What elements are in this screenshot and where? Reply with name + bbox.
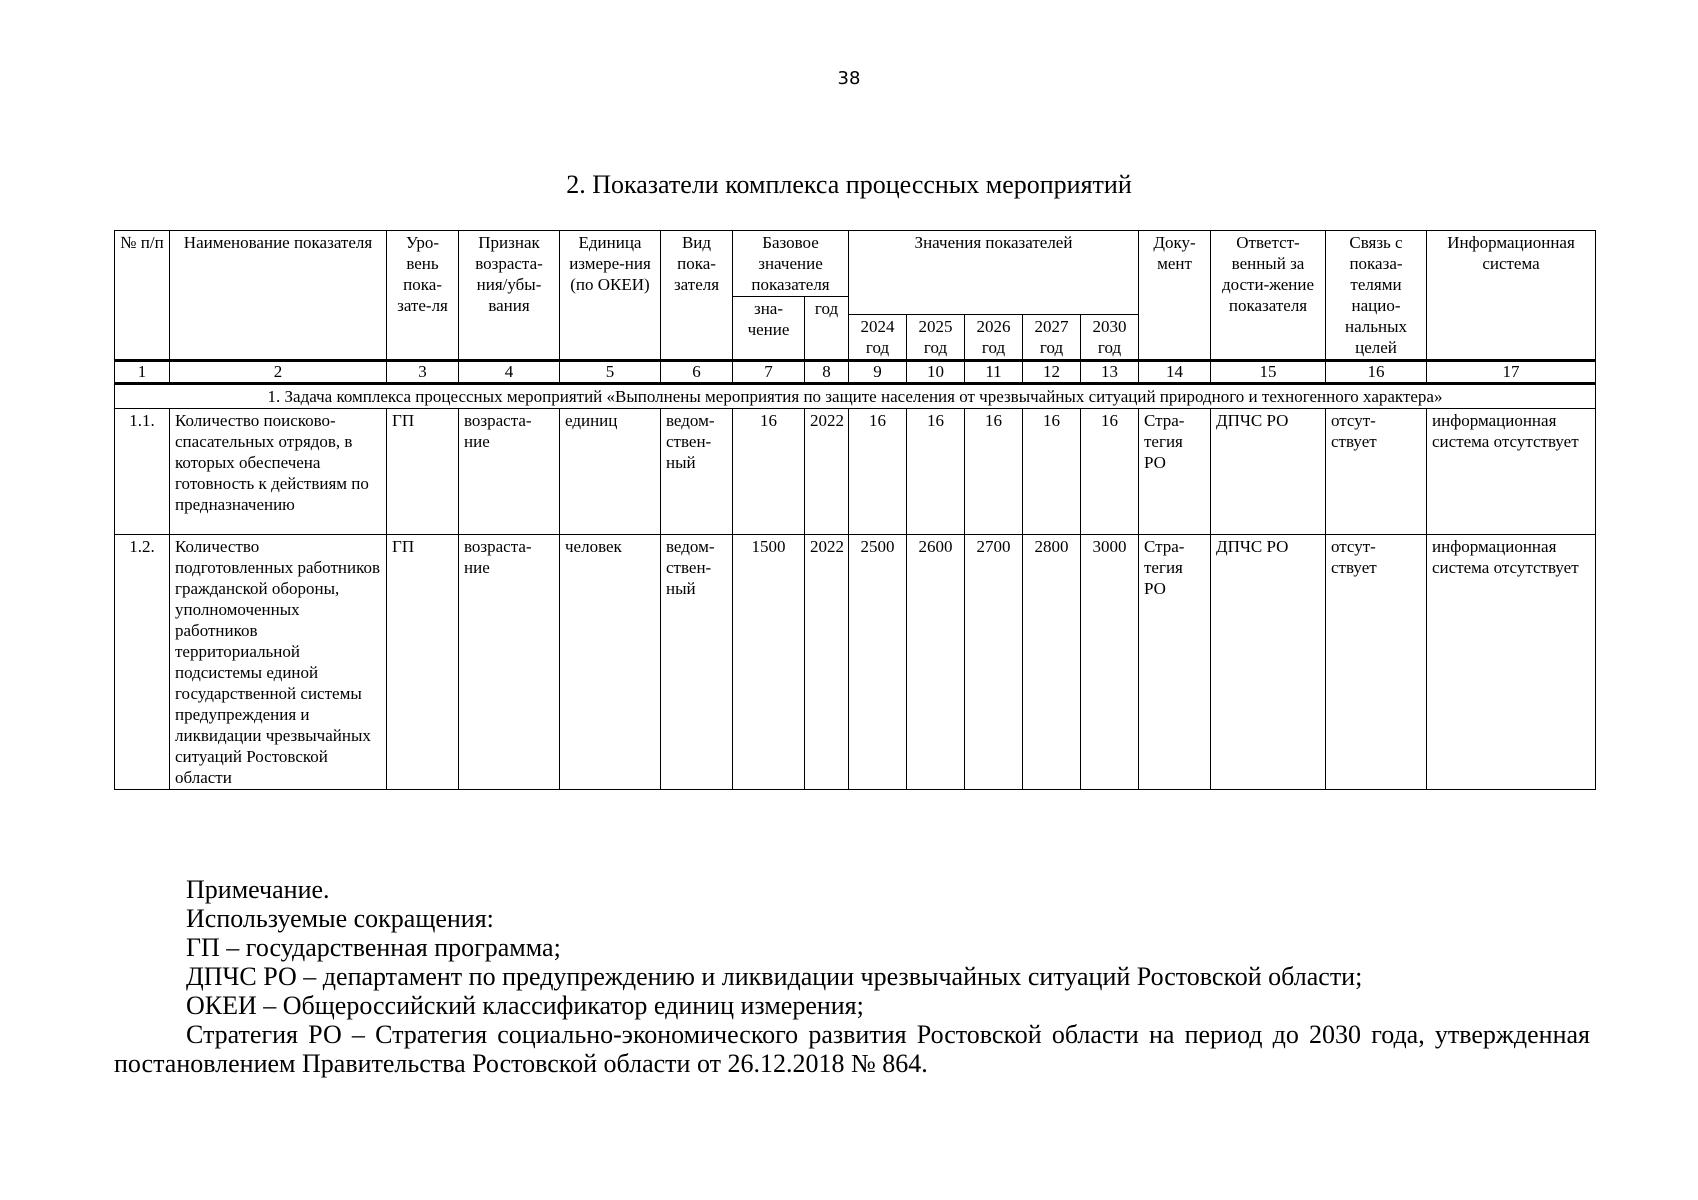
header-unit: Единица измере-ния (по ОКЕИ): [560, 231, 661, 361]
indicator-type: ведом-ствен-ный: [661, 409, 733, 535]
column-number: 17: [1427, 361, 1596, 384]
table-row: [115, 535, 1596, 790]
header-year-2027: 2027 год: [1023, 315, 1081, 361]
base-value: 16: [733, 409, 805, 535]
indicator-name: Количество поисково-спасательных отрядов, в которых обеспечена готовность к действиям по предназначению: [170, 409, 387, 535]
header-responsible: Ответст-венный за дости-жение показателя: [1211, 231, 1326, 361]
indicator-responsible: ДПЧС РО: [1211, 535, 1326, 790]
note-abbreviations-heading: Используемые сокращения:: [186, 904, 494, 933]
header-base-year: год: [805, 297, 849, 361]
indicator-trend: возраста-ние: [459, 409, 560, 535]
indicator-level: ГП: [387, 535, 459, 790]
value-2030: 16: [1081, 409, 1139, 535]
indicator-link: отсут-ствует: [1326, 535, 1427, 790]
header-year-2026: 2026 год: [965, 315, 1023, 361]
column-number: 14: [1139, 361, 1211, 384]
header-level: Уро-вень пока-зате-ля: [387, 231, 459, 361]
base-value: 1500: [733, 535, 805, 790]
column-number: 8: [805, 361, 849, 384]
header-name: Наименование показателя: [170, 231, 387, 361]
column-number: 5: [560, 361, 661, 384]
indicator-unit: человек: [560, 535, 661, 790]
value-2026: 16: [965, 409, 1023, 535]
header-year-2025: 2025 год: [907, 315, 965, 361]
indicators-table: [114, 230, 1596, 790]
page-number: 38: [837, 68, 861, 89]
column-number: 12: [1023, 361, 1081, 384]
column-number: 1: [115, 361, 170, 384]
indicator-level: ГП: [387, 409, 459, 535]
header-document: Доку-мент: [1139, 231, 1211, 361]
page-title: 2. Показатели комплекса процессных мероприятий: [566, 170, 1132, 199]
column-number: 16: [1326, 361, 1427, 384]
indicator-info-system: информационная система отсутствует: [1427, 409, 1596, 535]
indicator-document: Стра-тегия РО: [1139, 409, 1211, 535]
column-number: 9: [849, 361, 907, 384]
value-2025: 16: [907, 409, 965, 535]
indicator-type: ведом-ствен-ный: [661, 535, 733, 790]
notes-section: [114, 875, 1590, 1078]
header-values: Значения показателей: [849, 231, 1139, 315]
value-2030: 3000: [1081, 535, 1139, 790]
indicator-unit: единиц: [560, 409, 661, 535]
header-type: Вид пока-зателя: [661, 231, 733, 361]
table-row: [115, 409, 1596, 535]
indicator-name: Количество подготовленных работников гражданской обороны, уполномоченных работников территориальной подсистемы единой государственной системы предупреждения и ликвидации чрезвычайных ситуаций Ростовской области: [170, 535, 387, 790]
note-abbreviation: ДПЧС РО – департамент по предупреждению и ликвидации чрезвычайных ситуаций Ростовской области;: [186, 962, 1363, 991]
column-number: 7: [733, 361, 805, 384]
column-number: 2: [170, 361, 387, 384]
value-2024: 2500: [849, 535, 907, 790]
base-year: 2022: [805, 535, 849, 790]
header-trend: Признак возраста-ния/убы-вания: [459, 231, 560, 361]
base-year: 2022: [805, 409, 849, 535]
indicator-trend: возраста-ние: [459, 535, 560, 790]
column-number: 10: [907, 361, 965, 384]
row-number: 1.1.: [115, 409, 170, 535]
indicator-link: отсут-ствует: [1326, 409, 1427, 535]
note-abbreviation: ОКЕИ – Общероссийский классификатор единиц измерения;: [186, 991, 864, 1020]
indicator-info-system: информационная система отсутствует: [1427, 535, 1596, 790]
column-numbers-row: [115, 361, 1596, 384]
header-year-2024: 2024 год: [849, 315, 907, 361]
column-number: 4: [459, 361, 560, 384]
header-year-2030: 2030 год: [1081, 315, 1139, 361]
header-link: Связь с показа-телями нацио-нальных целей: [1326, 231, 1427, 361]
task-title: 1. Задача комплекса процессных мероприятий «Выполнены мероприятия по защите населения от чрезвычайных ситуаций природного и техногенного характера»: [115, 384, 1596, 409]
value-2027: 2800: [1023, 535, 1081, 790]
header-info-system: Информационная система: [1427, 231, 1596, 361]
note-abbreviation: ГП – государственная программа;: [186, 933, 561, 962]
column-number: 15: [1211, 361, 1326, 384]
column-number: 3: [387, 361, 459, 384]
row-number: 1.2.: [115, 535, 170, 790]
header-base: Базовое значение показателя: [733, 231, 849, 297]
header-num: № п/п: [115, 231, 170, 361]
value-2026: 2700: [965, 535, 1023, 790]
note-abbreviation: Стратегия РО – Стратегия социально-экономического развития Ростовской области на период до 2030 года, утвержденная постановлением Правительства Ростовской области от 26.12.2018 № 864.: [114, 1020, 1590, 1078]
indicator-responsible: ДПЧС РО: [1211, 409, 1326, 535]
indicator-document: Стра-тегия РО: [1139, 535, 1211, 790]
value-2027: 16: [1023, 409, 1081, 535]
column-number: 11: [965, 361, 1023, 384]
column-number: 6: [661, 361, 733, 384]
note-heading: Примечание.: [186, 875, 330, 904]
header-base-value: зна-чение: [733, 297, 805, 361]
value-2025: 2600: [907, 535, 965, 790]
task-row: [115, 384, 1596, 409]
value-2024: 16: [849, 409, 907, 535]
header-row-1: [115, 231, 1596, 297]
column-number: 13: [1081, 361, 1139, 384]
